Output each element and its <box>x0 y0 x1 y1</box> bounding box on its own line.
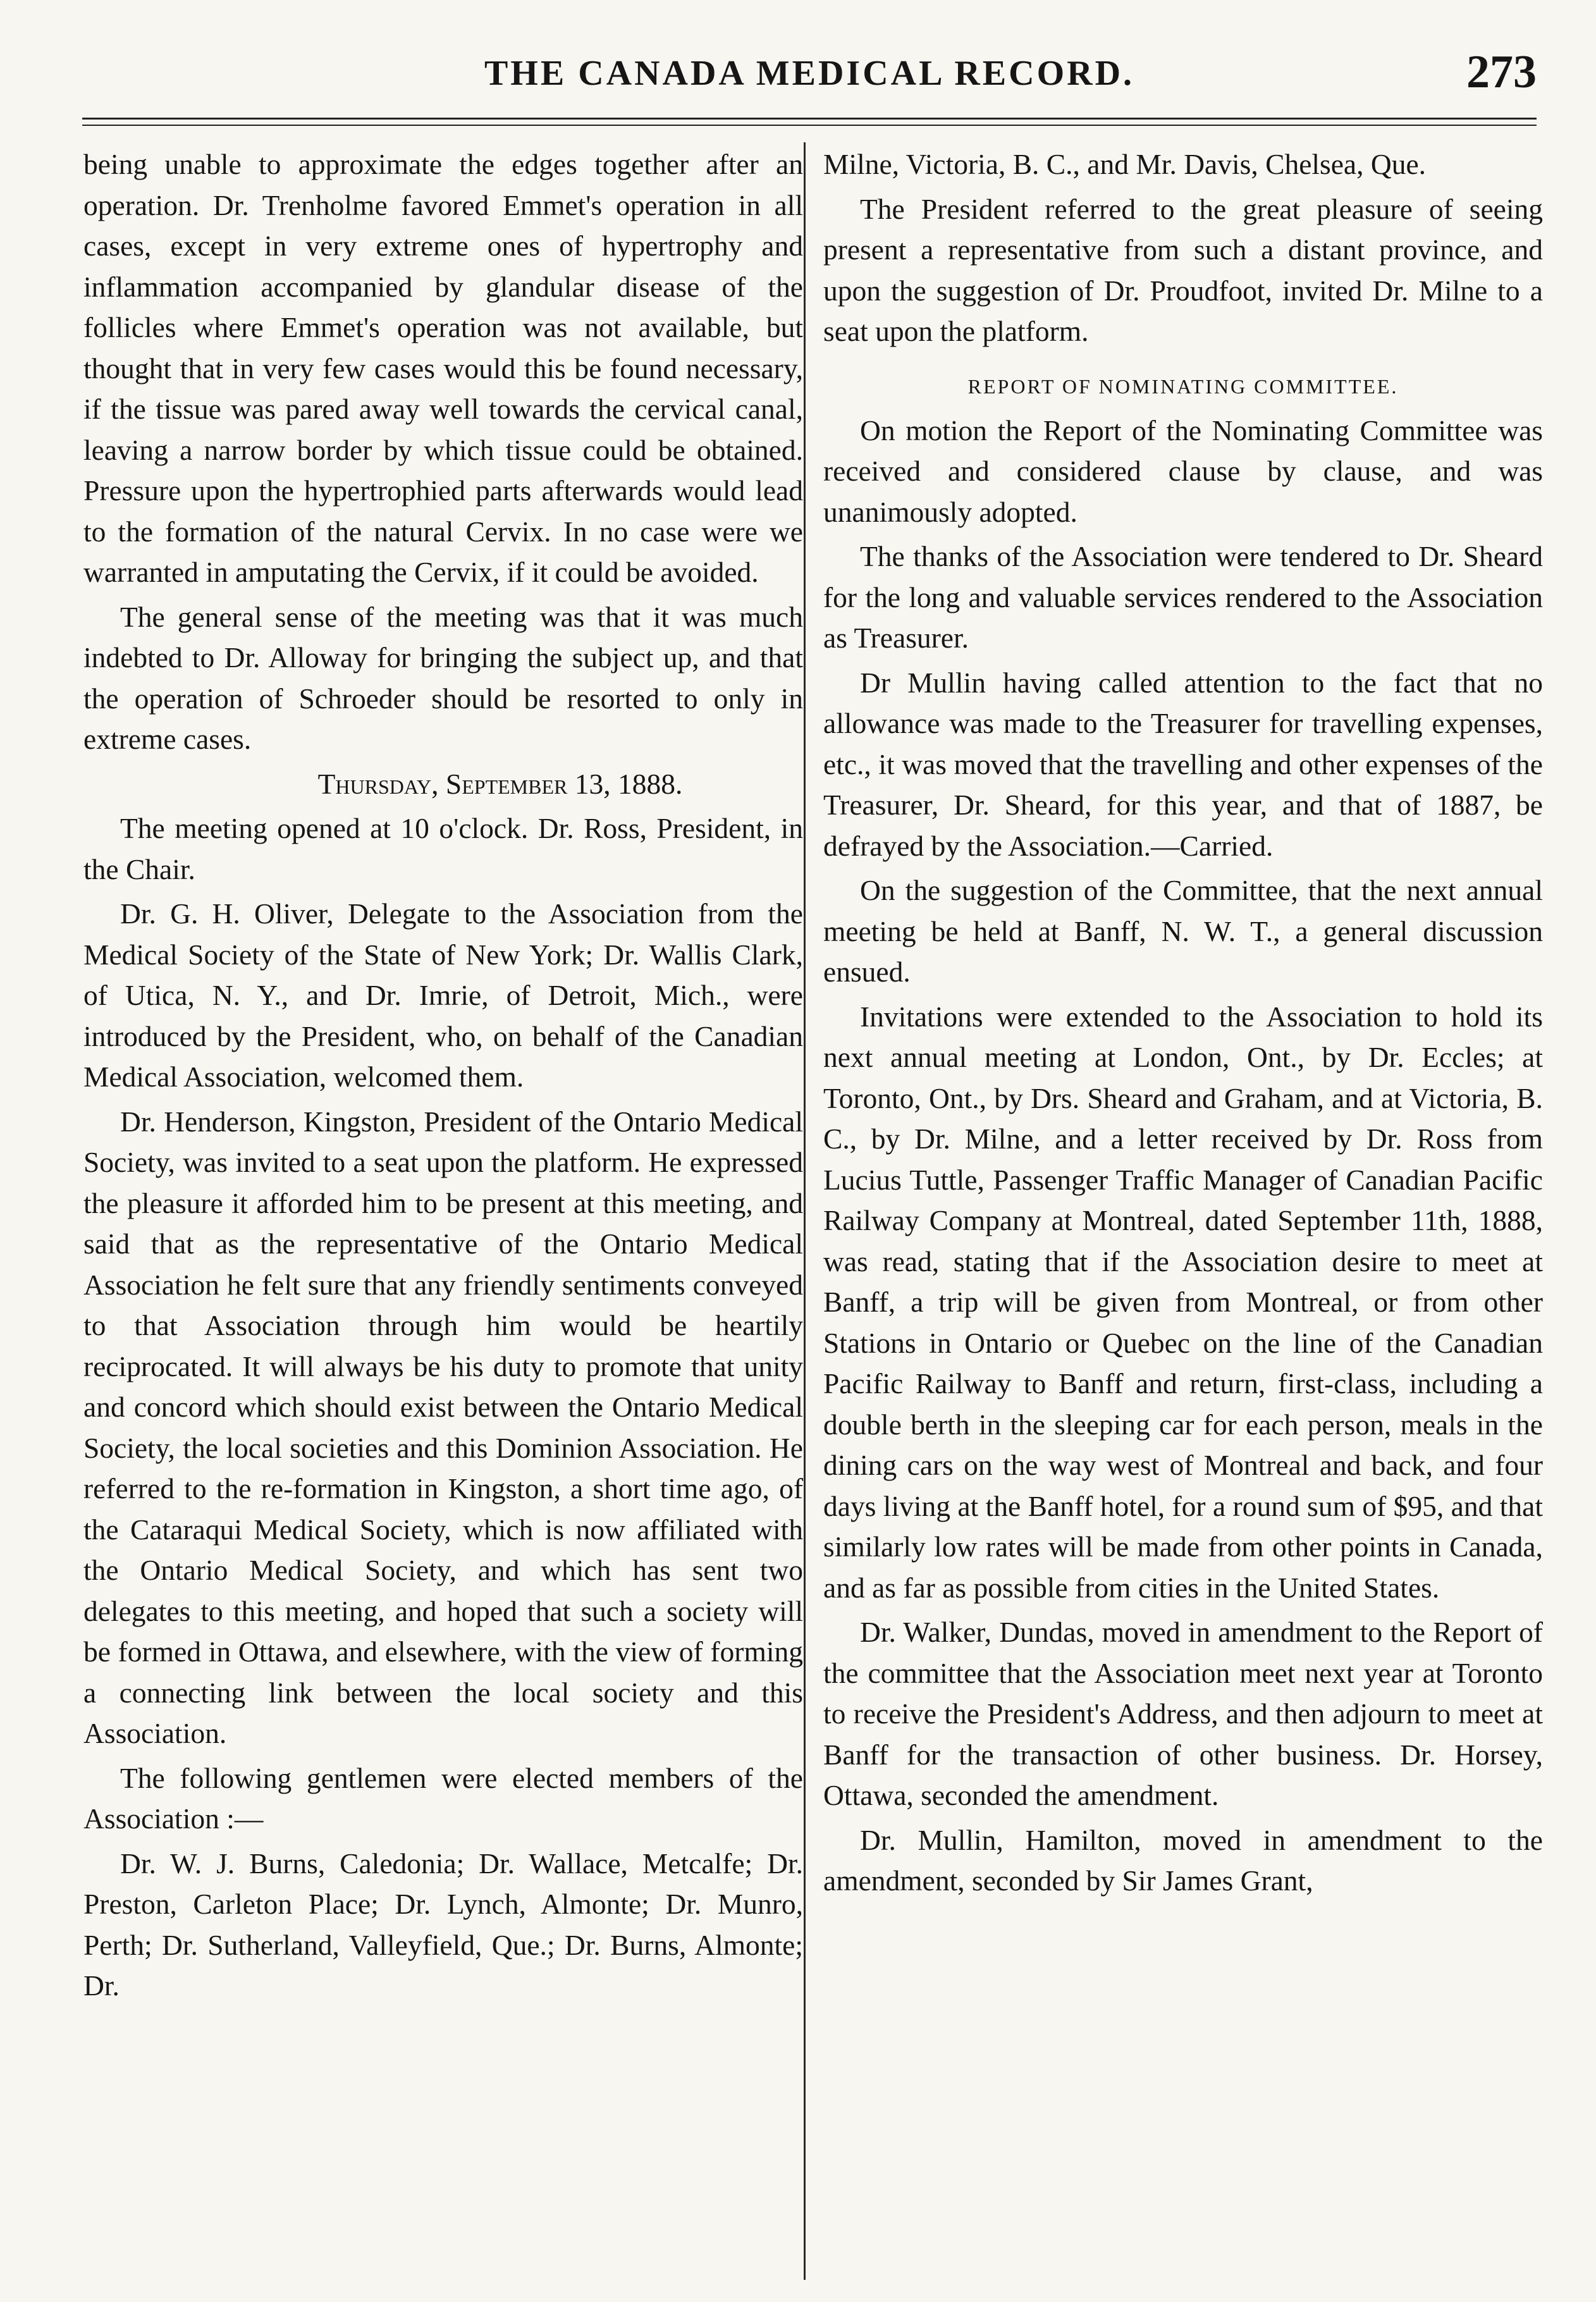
paragraph: Dr Mullin having called attention to the fact that no allowance was made to the Treasurer for travelling expenses, etc., it was moved that the travelling and other expenses of the Treasurer, Dr. Sheard, for this year, and that of 1887, be defrayed by the Association.—Carried. <box>823 666 1543 862</box>
paragraph: The general sense of the meeting was that it was much indebted to Dr. Alloway for bringing the subject up, and that the operation of Schroeder should be resorted to only in extreme cases. <box>83 600 803 755</box>
paragraph: Dr. Walker, Dundas, moved in amendment to the Report of the committee that the Association meet next year at Toronto to receive the President's Address, and then adjourn to meet at Banff for the transaction of other business. Dr. Horsey, Ottawa, seconded the amendment. <box>823 1616 1543 1811</box>
paragraph: The meeting opened at 10 o'clock. Dr. Ross, President, in the Chair. <box>83 812 803 885</box>
header-rule-thick <box>82 118 1537 120</box>
running-title: THE CANADA MEDICAL RECORD. <box>484 54 1135 93</box>
paragraph: On the suggestion of the Committee, that the next annual meeting be held at Banff, N. W. T., a general discussion ensued. <box>823 874 1543 988</box>
header-rule-thin <box>82 125 1537 126</box>
paragraph: On motion the Report of the Nominating Committee was received and considered clause by clause, and was unanimously adopted. <box>823 414 1543 528</box>
column-divider <box>804 142 806 2280</box>
paragraph: Dr. W. J. Burns, Caledonia; Dr. Wallace, Metcalfe; Dr. Preston, Carleton Place; Dr. Lynch, Almonte; Dr. Munro, Perth; Dr. Sutherland, Valleyfield, Que.; Dr. Burns, Almonte; Dr. <box>83 1847 803 2002</box>
dateline: Thursday, September 13, 1888. <box>317 767 683 800</box>
page-header <box>82 46 1537 109</box>
paragraph: Invitations were extended to the Association to hold its next annual meeting at London, Ont., by Dr. Eccles; at Toronto, Ont., by Drs. Sheard and Graham, and at Victoria, B. C., by Dr. Milne, and a letter received by Dr. Ross from Lucius Tuttle, Passenger Traffic Manager of Canadian Pacific Railway Company at Montreal, dated September 11th, 1888, was read, stating that if the Association desire to meet at Banff, a trip will be given from Montreal, or from other Stations in Ontario or Quebec on the line of the Canadian Pacific Railway to Banff and return, first-class, including a double berth in the sleeping car for each person, meals in the dining cars on the way west of Montreal and back, and four days living at the Banff hotel, for a round sum of $95, and that similarly low rates will be made from other points in Canada, and as far as possible from cities in the United States. <box>823 1000 1543 1604</box>
page-number: 273 <box>1466 46 1537 98</box>
paragraph: The thanks of the Association were tendered to Dr. Sheard for the long and valuable services rendered to the Association as Treasurer. <box>823 540 1543 654</box>
paragraph: The President referred to the great pleasure of seeing present a representative from such a distant province, and upon the suggestion of Dr. Proudfoot, invited Dr. Milne to a seat upon the platform. <box>823 192 1543 347</box>
paragraph: The following gentlemen were elected members of the Association :— <box>83 1761 803 1835</box>
paragraph: Dr. Henderson, Kingston, President of the Ontario Medical Society, was invited to a seat upon the platform. He expressed the pleasure it afforded him to be present at this meeting, and said that as the representative of the Ontario Medical Association he felt sure that any friendly sentiments conveyed to that Association through him would be heartily reciprocated. It will always be his duty to promote that unity and concord which should exist between the Ontario Medical Society, the local societies and this Dominion Association. He referred to the re-formation in Kingston, a short time ago, of the Cataraqui Medical Society, which is now affiliated with the Ontario Medical Society, and which has sent two delegates to this meeting, and hoped that such a society will be formed in Ottawa, and elsewhere, with the view of forming a connecting link between the local society and this Association. <box>83 1105 803 1749</box>
paragraph: Dr. G. H. Oliver, Delegate to the Association from the Medical Society of the State of New York; Dr. Wallis Clark, of Utica, N. Y., and Dr. Imrie, of Detroit, Mich., were introduced by the President, who, on behalf of the Canadian Medical Association, welcomed them. <box>83 897 803 1093</box>
paragraph: being unable to approximate the edges together after an operation. Dr. Trenholme favored Emmet's operation in all cases, except in very extreme ones of hypertrophy and inflammation accompanied by glandular disease of the follicles where Emmet's operation was not available, but thought that in very few cases would this be found necessary, if the tissue was pared away well towards the cervical canal, leaving a narrow border by which tissue could be obtained. Pressure upon the hypertrophied parts afterwards would lead to the formation of the natural Cervix. In no case were we warranted in amputating the Cervix, if it could be avoided. <box>83 148 803 588</box>
paragraph: Dr. Mullin, Hamilton, moved in amendment to the amendment, seconded by Sir James Grant, <box>823 1823 1543 1897</box>
right-column <box>823 144 1543 1905</box>
section-heading: REPORT OF NOMINATING COMMITTEE. <box>967 374 1399 398</box>
paragraph: Milne, Victoria, B. C., and Mr. Davis, Chelsea, Que. <box>823 148 1427 180</box>
left-column <box>83 144 803 2010</box>
